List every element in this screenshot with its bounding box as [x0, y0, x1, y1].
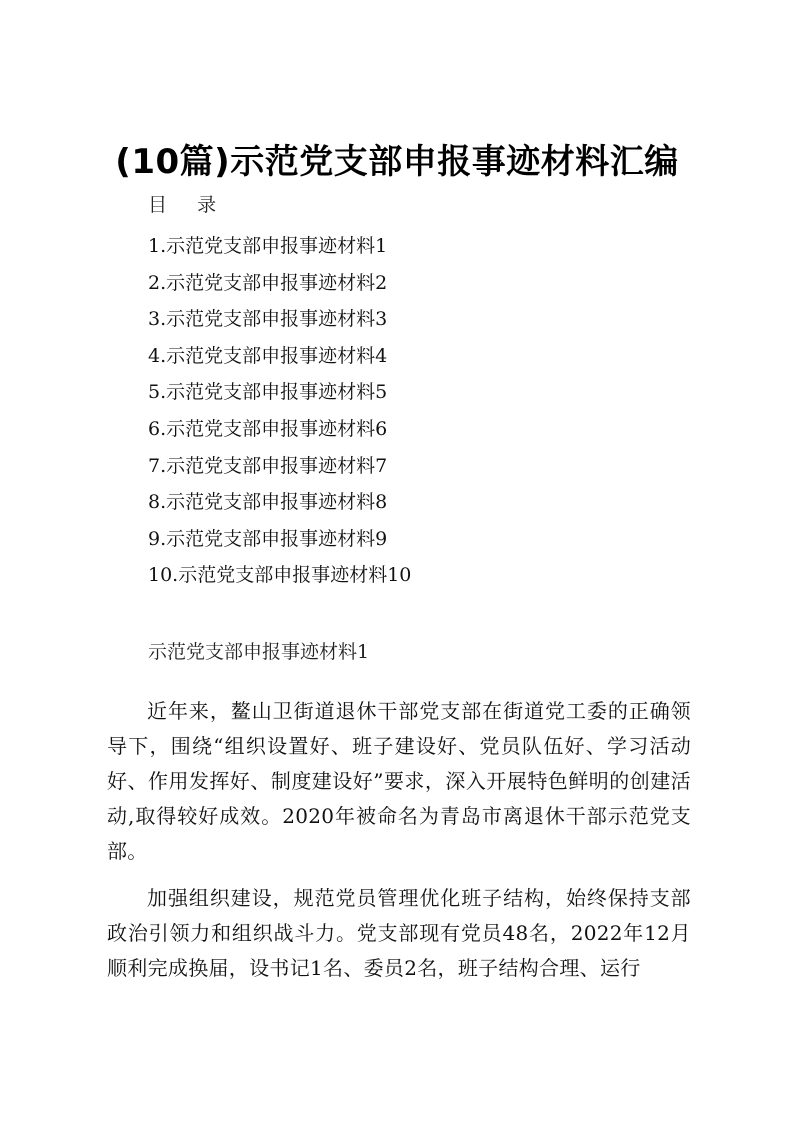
toc-item[interactable]: 5.示范党支部申报事迹材料5 — [148, 381, 388, 404]
toc-item[interactable]: 10.示范党支部申报事迹材料10 — [148, 564, 412, 587]
toc-item[interactable]: 7.示范党支部申报事迹材料7 — [148, 454, 388, 477]
toc-item[interactable]: 2.示范党支部申报事迹材料2 — [148, 271, 388, 294]
toc-heading: 目 录 — [148, 194, 223, 216]
toc-item[interactable]: 6.示范党支部申报事迹材料6 — [148, 417, 388, 440]
toc-item[interactable]: 3.示范党支部申报事迹材料3 — [148, 308, 388, 331]
toc-item[interactable]: 9.示范党支部申报事迹材料9 — [148, 527, 388, 550]
toc-item[interactable]: 8.示范党支部申报事迹材料8 — [148, 491, 388, 514]
table-of-contents — [148, 190, 708, 594]
section-heading: 示范党支部申报事迹材料1 — [148, 641, 370, 663]
body-paragraph: 加强组织建设，规范党员管理优化班子结构，始终保持支部政治引领力和组织战斗力。党支部现有党员48名，2022年12月顺利完成换届，设书记1名、委员2名，班子结构合理、运行 — [107, 886, 691, 980]
toc-list — [148, 228, 708, 594]
toc-item[interactable]: 1.示范党支部申报事迹材料1 — [148, 235, 388, 257]
document-title: (10篇)示范党支部申报事迹材料汇编 — [115, 142, 679, 182]
toc-item[interactable]: 4.示范党支部申报事迹材料4 — [148, 344, 388, 367]
body-paragraph: 近年来，鳌山卫街道退休干部党支部在街道党工委的正确领导下，围绕“组织设置好、班子建设好、党员队伍好、学习活动好、作用发挥好、制度建设好”要求，深入开展特色鲜明的创建活动,取得较好成效。2020年被命名为青岛市离退休干部示范党支部。 — [107, 699, 691, 863]
